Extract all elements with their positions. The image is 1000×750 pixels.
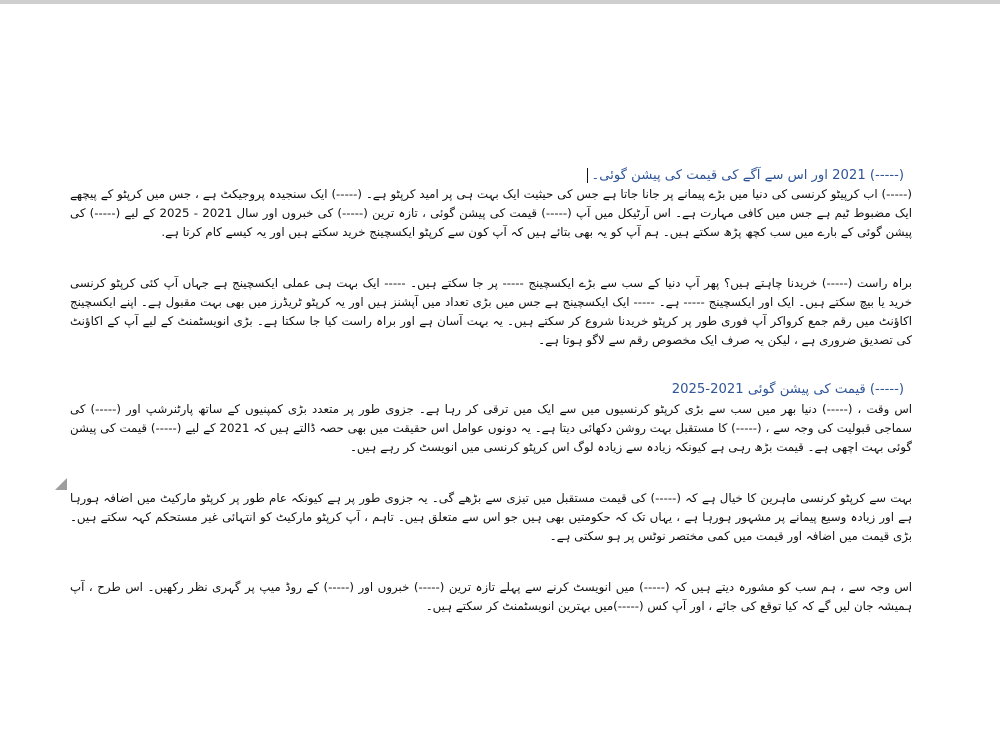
paragraph-experts-view[interactable]: بہت سے کرپٹو کرنسی ماہرین کا خیال ہے کہ (-----) کی قیمت مستقبل میں تیزی سے بڑھے گی۔ یہ جزوی طور پر ہے کیونکہ عام طور پر کرپٹو مارکیٹ میں اضافہ ہورہا ہے اور زیادہ وسیع پیمانے پر مشہور ہورہا ہے ، یہاں تک کہ حکومتیں بھی ہیں جو اس سے متعلق ہیں۔ تاہم ، آپ کرپٹو مارکیٹ کو انتہائی غیر مستحکم کہہ سکتے ہیں۔ بڑی قیمت میں اضافہ اور قیمت میں کمی مختصر نوٹس پر ہو سکتی ہے۔ [70, 491, 912, 543]
heading-2021-forecast-text: (-----) 2021 اور اس سے آگے کی قیمت کی پیشن گوئی۔ [591, 168, 904, 183]
heading-2021-forecast[interactable] [70, 166, 912, 185]
paragraph-intro[interactable]: (-----) اب کرپیٹو کرنسی کی دنیا میں بڑے پیمانے پر جانا جاتا ہے جس کی حیثیت ایک بہت ہی پر امید کرپٹو ہے۔ (-----) ایک سنجیدہ پروجیکٹ ہے ، جس میں کرپٹو کے پیچھے ایک مضبوط ٹیم ہے جس میں کافی مہارت ہے۔ اس آرٹیکل میں آپ (-----) قیمت کی پیشن گوئی ، تازہ ترین (-----) کی خبروں اور سال 2021 - 2025 کے لیے (-----) کی پیشن گوئی کے بارے میں سب کچھ پڑھ سکتے ہیں۔ ہم آپ کو یہ بھی بتائے ہیں کہ آپ کون سے کرپٹو ایکسچینج خرید سکتے ہیں اور یہ کیسے کام کرتا ہے. [70, 187, 912, 239]
paragraph-advice[interactable]: اس وجہ سے ، ہم سب کو مشورہ دیتے ہیں کہ (-----) میں انویسٹ کرنے سے پہلے تازہ ترین (-----) خبروں اور (-----) کے روڈ میپ پر گہری نظر رکھیں۔ اس طرح ، آپ ہمیشہ جان لیں گے کہ کیا توقع کی جائے ، اور آپ کس (-----)میں بہترین انویسٹمنٹ کر سکتے ہیں۔ [70, 580, 912, 613]
text-cursor [587, 168, 588, 183]
paragraph-current-state[interactable]: اس وقت ، (-----) دنیا بھر میں سب سے بڑی کرپٹو کرنسیوں میں سے ایک میں ترقی کر رہا ہے۔ جزوی طور پر متعدد بڑی کمپنیوں کے ساتھ پارٹنرشپ اور (-----) کی سماجی قبولیت کی وجہ سے ، (-----) کا مستقبل بہت روشن دکھائی دیتا ہے۔ یہ دونوں عوامل اس حقیقت میں بھی حصہ ڈالتے ہیں کہ 2021 کے لیے (-----) قیمت کی پیشن گوئی بہت اچھی ہے۔ قیمت بڑھ رہی ہے کیونکہ زیادہ سے زیادہ لوگ اس کرپٹو کرنسی میں انویسٹ کر رہے ہیں۔ [70, 402, 913, 454]
heading-2021-2025-forecast[interactable]: (-----) قیمت کی پیشن گوئی 2021-2025 [671, 382, 904, 397]
top-border [0, 0, 1000, 4]
document-page[interactable] [70, 160, 912, 750]
paragraph-buy-direct[interactable]: براہ راست (-----) خریدنا چاہتے ہیں؟ پھر آپ دنیا کے سب سے بڑے ایکسچینج ----- پر جا سکتے ہیں۔ ----- ایک بہت ہی عملی ایکسچینج ہے جہاں آپ کئی کرپٹو کرنسی خرید یا بیچ سکتے ہیں۔ ایک اور ایکسچینج ----- ہے۔ ----- ایک ایکسچینج ہے جس میں بڑی تعداد میں آپشنز ہیں اور یہ کرپٹو ٹریڈرز میں بھی بہت مقبول ہے۔ اپنے ایکسچینج اکاؤنٹ میں رقم جمع کرواکر آپ فوری طور پر کرپٹو خریدنا شروع کر سکتے ہیں۔ یہ بہت آسان ہے اور براہ راست کیا جا سکتا ہے۔ بڑی انویسٹمنٹ کے لیے آپ کے اکاؤنٹ کی تصدیق ضروری ہے ، لیکن یہ صرف ایک مخصوص رقم سے لاگو ہوتا ہے۔ [70, 276, 912, 347]
paragraph-marker-icon [55, 478, 67, 490]
